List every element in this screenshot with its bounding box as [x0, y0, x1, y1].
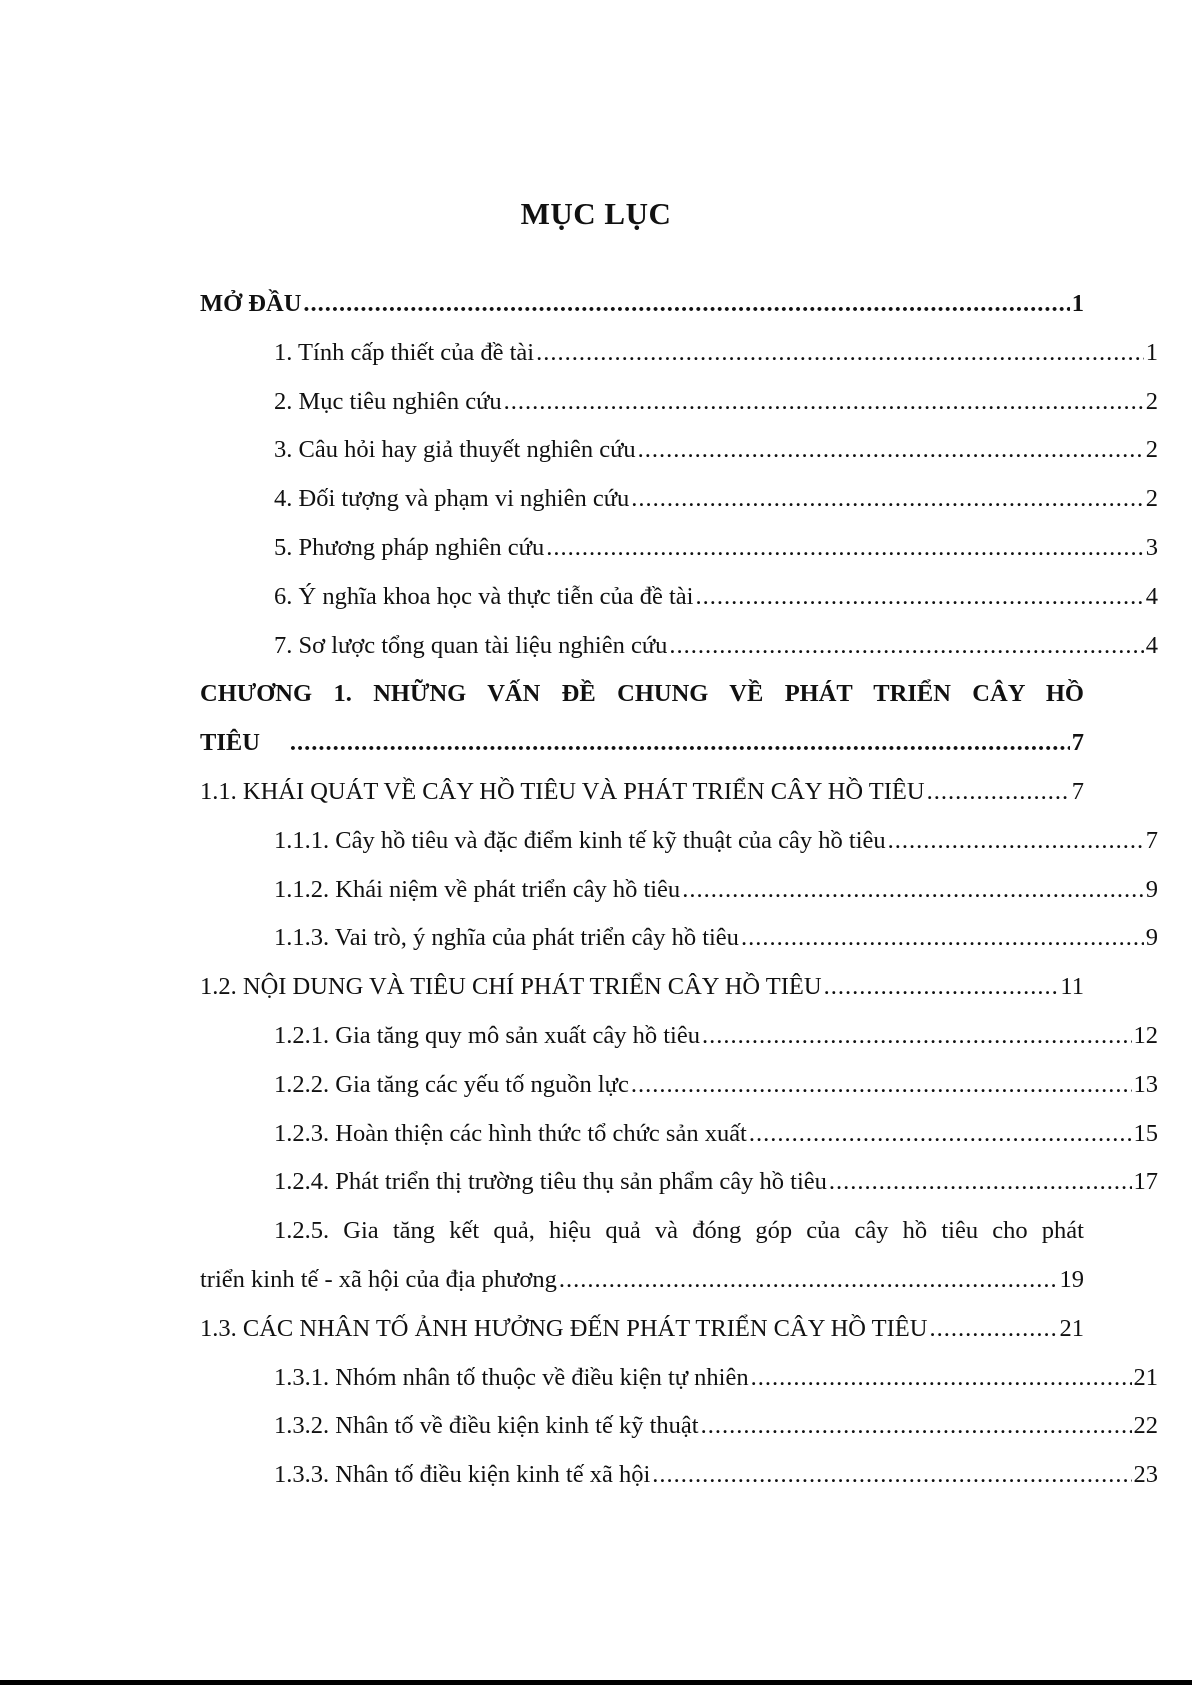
toc-entry[interactable] [200, 475, 1158, 524]
dot-leader [751, 1354, 1132, 1403]
toc-entry-label: MỞ ĐẦU [200, 290, 302, 317]
dot-leader [652, 1451, 1131, 1500]
toc-entry-label: 1.2.3. Hoàn thiện các hình thức tổ chức sản xuất [274, 1119, 747, 1147]
chapter-title-line-2: TIÊU [200, 729, 260, 757]
toc-page-number: 11 [1060, 973, 1084, 1001]
toc-entry[interactable] [200, 866, 1158, 915]
toc-entry-label: 1.2. NỘI DUNG VÀ TIÊU CHÍ PHÁT TRIỂN CÂY HỒ TIÊU [200, 973, 822, 1001]
toc-entry-label: 1.3.1. Nhóm nhân tố thuộc về điều kiện tự nhiên [274, 1363, 749, 1391]
dot-leader [741, 914, 1144, 963]
dot-leader [638, 426, 1144, 475]
toc-entry[interactable] [200, 378, 1158, 427]
toc-entry-label: 4. Đối tượng và phạm vi nghiên cứu [274, 485, 630, 513]
toc-entry-label: 1.2.1. Gia tăng quy mô sản xuất cây hồ tiêu [274, 1021, 700, 1049]
dot-leader [929, 1305, 1057, 1354]
toc-entry-label: 5. Phương pháp nghiên cứu [274, 533, 545, 561]
toc-page-number: 9 [1145, 875, 1158, 903]
dot-leader [701, 1402, 1132, 1451]
toc-page-number: 2 [1145, 485, 1158, 513]
toc-page-number: 7 [1071, 729, 1084, 757]
toc-entry-label: 1.3.2. Nhân tố về điều kiện kinh tế kỹ thuật [274, 1412, 699, 1440]
toc-page-number: 7 [1145, 826, 1158, 854]
dot-leader [669, 622, 1143, 671]
dot-leader [303, 280, 1069, 329]
dot-leader [695, 573, 1143, 622]
dot-leader [888, 817, 1144, 866]
toc-entry-label: 1.1.2. Khái niệm về phát triển cây hồ tiêu [274, 875, 681, 903]
toc-entry[interactable] [200, 1012, 1158, 1061]
toc-entry[interactable] [200, 1354, 1158, 1403]
toc-page-number: 1 [1145, 338, 1158, 366]
dot-leader [546, 524, 1144, 573]
table-of-contents [200, 280, 1158, 1500]
toc-entry[interactable] [200, 1158, 1158, 1207]
toc-entry[interactable] [200, 573, 1158, 622]
toc-entry-label: 6. Ý nghĩa khoa học và thực tiễn của đề tài [274, 582, 694, 610]
toc-entry-label: 1.1.3. Vai trò, ý nghĩa của phát triển cây hồ tiêu [274, 924, 739, 952]
toc-page-number: 2 [1145, 387, 1158, 415]
toc-page-number: 2 [1145, 436, 1158, 464]
toc-entry-label: 7. Sơ lược tổng quan tài liệu nghiên cứu [274, 631, 668, 659]
toc-page-number: 1 [1071, 290, 1084, 317]
toc-entry[interactable] [200, 1402, 1158, 1451]
toc-page-number: 4 [1145, 631, 1158, 659]
toc-entry[interactable] [200, 1110, 1158, 1159]
dot-leader [829, 1158, 1132, 1207]
toc-entry[interactable] [200, 622, 1158, 671]
dot-leader [824, 963, 1059, 1012]
toc-entry[interactable] [200, 280, 1084, 329]
toc-page-number: 12 [1133, 1021, 1158, 1049]
toc-entry-label: 3. Câu hỏi hay giả thuyết nghiên cứu [274, 436, 636, 464]
toc-page-number: 21 [1133, 1363, 1158, 1391]
chapter-title-line-1: CHƯƠNG 1. NHỮNG VẤN ĐỀ CHUNG VỀ PHÁT TRIỂN CÂY HỒ [200, 680, 1084, 708]
dot-leader [504, 378, 1144, 427]
toc-entry[interactable] [200, 1451, 1158, 1500]
toc-entry-chapter-1[interactable] [200, 670, 1084, 768]
toc-entry[interactable] [200, 524, 1158, 573]
toc-page-number: 13 [1133, 1070, 1158, 1098]
toc-entry-label-line-2: triển kinh tế - xã hội của địa phương [200, 1265, 557, 1293]
toc-page-number: 17 [1133, 1168, 1158, 1196]
toc-entry-label: 2. Mục tiêu nghiên cứu [274, 387, 502, 415]
toc-entry-label: 1.2.2. Gia tăng các yếu tố nguồn lực [274, 1070, 629, 1098]
toc-entry[interactable] [200, 329, 1158, 378]
toc-entry-label: 1.3.3. Nhân tố điều kiện kinh tế xã hội [274, 1461, 651, 1489]
dot-leader [290, 719, 1070, 768]
dot-leader [702, 1012, 1132, 1061]
page-bottom-edge [0, 1680, 1192, 1685]
toc-entry-label: 1.2.4. Phát triển thị trường tiêu thụ sản phẩm cây hồ tiêu [274, 1168, 827, 1196]
toc-page-number: 4 [1145, 582, 1158, 610]
toc-entry[interactable] [200, 768, 1084, 817]
toc-entry-1-2-5[interactable] [200, 1207, 1084, 1305]
dot-leader [631, 475, 1144, 524]
toc-entry[interactable] [200, 914, 1158, 963]
toc-entry-label: 1.1.1. Cây hồ tiêu và đặc điểm kinh tế kỹ thuật của cây hồ tiêu [274, 826, 886, 854]
toc-page-number: 23 [1133, 1461, 1158, 1489]
toc-page-number: 21 [1059, 1314, 1084, 1342]
toc-entry-label: 1.3. CÁC NHÂN TỐ ẢNH HƯỞNG ĐẾN PHÁT TRIỂN CÂY HỒ TIÊU [200, 1314, 928, 1342]
toc-entry-label: 1.1. KHÁI QUÁT VỀ CÂY HỒ TIÊU VÀ PHÁT TRIỂN CÂY HỒ TIÊU [200, 777, 925, 805]
dot-leader [749, 1110, 1132, 1159]
toc-page-number: 3 [1145, 533, 1158, 561]
toc-entry[interactable] [200, 963, 1084, 1012]
toc-page-number: 15 [1133, 1119, 1158, 1147]
toc-page-number: 7 [1071, 777, 1084, 805]
dot-leader [559, 1256, 1058, 1305]
toc-entry[interactable] [200, 1061, 1158, 1110]
dot-leader [682, 866, 1144, 915]
toc-page-number: 19 [1059, 1265, 1084, 1293]
dot-leader [536, 329, 1144, 378]
toc-page-number: 22 [1133, 1412, 1158, 1440]
toc-entry[interactable] [200, 817, 1158, 866]
toc-entry[interactable] [200, 426, 1158, 475]
dot-leader [927, 768, 1070, 817]
toc-title: MỤC LỤC [520, 196, 672, 231]
toc-entry[interactable] [200, 1305, 1084, 1354]
toc-page-number: 9 [1145, 924, 1158, 952]
toc-entry-label-line-1: 1.2.5. Gia tăng kết quả, hiệu quả và đóng góp của cây hồ tiêu cho phát [274, 1217, 1084, 1245]
dot-leader [631, 1061, 1132, 1110]
toc-entry-label: 1. Tính cấp thiết của đề tài [274, 338, 535, 366]
